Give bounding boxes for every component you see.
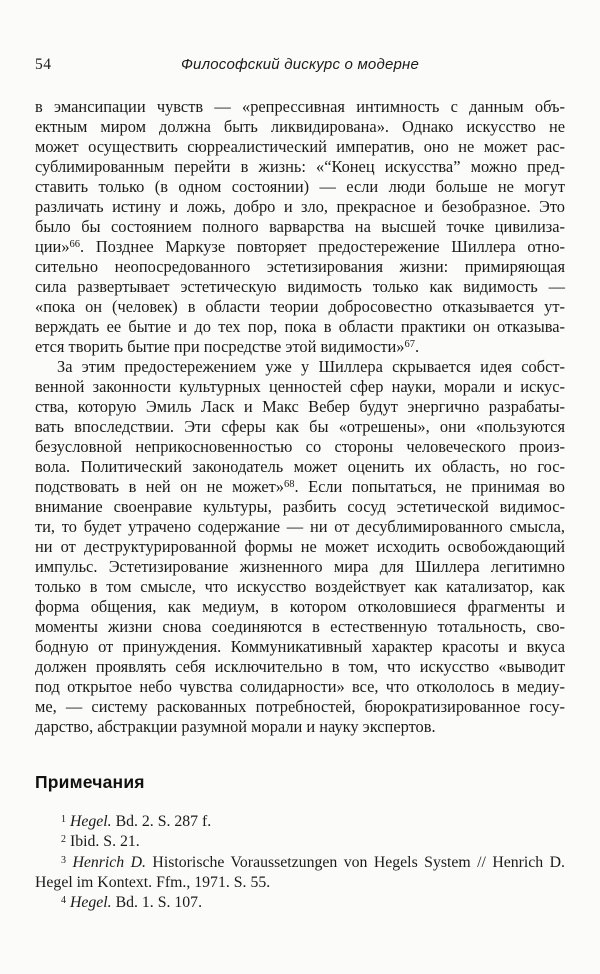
body-text	[35, 97, 565, 737]
text-line: только в том смысле, что искусство воздействует как катализатор, как	[35, 577, 565, 596]
text-line: сублимированным перейти в жизнь: «“Конец искусства” можно пред-	[35, 157, 565, 176]
text-line: ни от деструктурированной формы не может исходить освобождающий	[35, 537, 565, 556]
text-line: безусловной неприкосновенностью со стороны человеческого произ-	[35, 437, 565, 456]
text-line: ти, то будет утрачено содержание — ни от десублимированного смысла,	[35, 517, 565, 536]
text-line: За этим предостережением уже у Шиллера скрывается идея собст-	[57, 357, 565, 376]
text-line: должен проявлять себя исключительно в том, что искусство «выводит	[35, 657, 565, 676]
text-line: венной законности культурных ценностей сфер науки, морали и искус-	[35, 377, 565, 396]
running-title: Философский дискурс о модерне	[180, 56, 420, 73]
text-line: различать истину и ложь, добро и зло, прекрасное и безобразное. Это	[35, 197, 565, 216]
text-line: ции»$^{66}$. Позднее Маркузе повторяет предостережение Шиллера отно-	[35, 237, 565, 256]
text-line: вать впоследствии. Эти сферы как бы «отрешены», они «пользуются	[35, 417, 565, 436]
notes-heading: Примечания	[35, 772, 145, 792]
footnote-item	[35, 832, 565, 852]
text-line: бодную от принуждения. Коммуникативный характер красоты и вкуса	[35, 637, 565, 656]
text-line: моменты жизни снова соединяются в естественную тотальность, сво-	[35, 617, 565, 636]
text-line: форма общения, как медиум, в котором отколовшиеся фрагменты и	[35, 597, 565, 616]
text-line: ства, которую Эмиль Ласк и Макс Вебер будут энергично разрабаты-	[35, 397, 565, 416]
text-line: в эмансипации чувств — «репрессивная интимность с данным объ-	[35, 97, 565, 116]
text-line: ется творить бытие при посредстве этой видимости»$^{67}$.	[35, 337, 420, 356]
text-line: дарство, абстракции разумной морали и науку экспертов.	[35, 717, 436, 736]
text-line: внимание своенравие культуры, разбить сосуд эстетической видимос-	[35, 497, 565, 516]
paragraph	[35, 97, 565, 357]
text-line: «пока он (человек) в области теории добросовестно отказывается ут-	[35, 297, 565, 316]
text-line: вола. Политический законодатель может оценить их область, но гос-	[35, 457, 565, 476]
text-line: может осуществить сюрреалистический императив, оно не может рас-	[35, 137, 565, 156]
text-line: сительно неопосредованного эстетизирования жизни: примиряющая	[35, 257, 565, 276]
text-line: ектным миром должна быть ликвидирована». Однако искусство не	[35, 117, 565, 136]
text-line: $^1$ Hegel. Bd. 2. S. 287 f.	[61, 813, 212, 830]
running-head	[35, 56, 565, 76]
paragraph	[35, 357, 565, 737]
text-line: было бы состоянием полного варварства на высшей точке цивилиза-	[35, 217, 565, 236]
footnote-item	[35, 853, 565, 894]
footnotes	[35, 812, 565, 913]
text-line: $^4$ Hegel. Bd. 1. S. 107.	[61, 894, 203, 912]
text-line: ме, — систему раскованных потребностей, бюрократизированное госу-	[35, 697, 565, 716]
footnote-item	[35, 893, 565, 913]
page-number: 54	[35, 56, 52, 73]
text-line: подствовать в ней он не может»$^{68}$. Если попытаться, не принимая во	[35, 477, 565, 496]
footnote-item	[35, 812, 565, 832]
text-line: $^3$ Henrich D. Historische Voraussetzungen von Hegels System // Henrich D.	[61, 853, 565, 871]
text-line: под открытое небо чувства солидарности» все, что откололось в медиу-	[35, 677, 565, 696]
text-line: Hegel im Kontext. Ffm., 1971. S. 55.	[35, 873, 271, 891]
text-line: сила развертывает эстетическую видимость только как видимость —	[35, 277, 565, 296]
text-line: импульс. Эстетизирование жизненного мира для Шиллера легитимно	[35, 557, 565, 576]
text-line: $^2$ Ibid. S. 21.	[61, 833, 140, 851]
text-line: верждать ее бытие и до тех пор, пока в области практики он отказыва-	[35, 317, 565, 336]
text-line: ставить только (в одном состоянии) — если люди больше не могут	[35, 177, 565, 196]
